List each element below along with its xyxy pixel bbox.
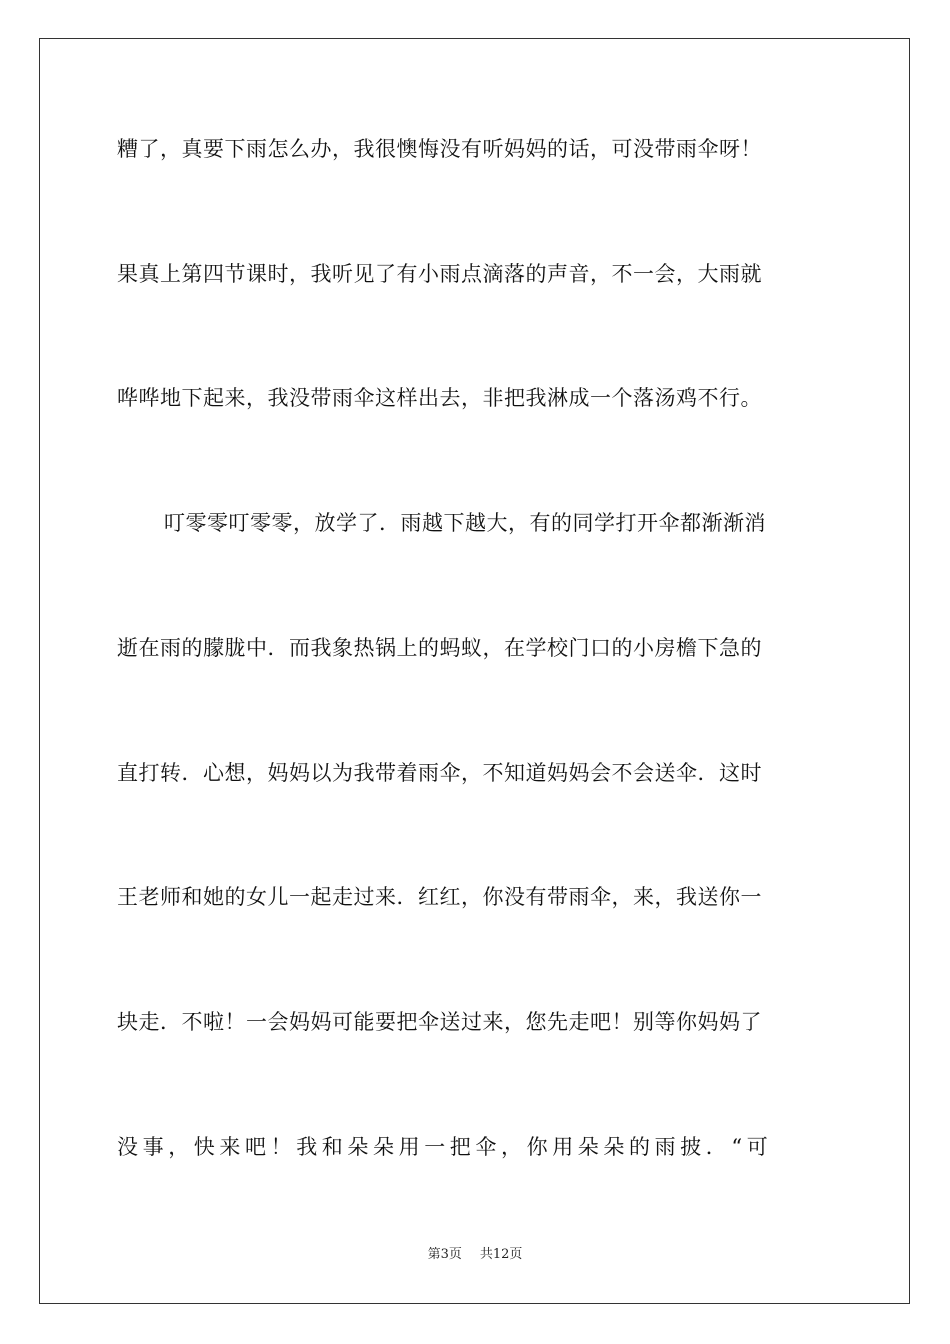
page-number: 第3页	[427, 1247, 462, 1262]
text-line-2: 果真上第四节课时，我听见了有小雨点滴落的声音，不一会，大雨就	[117, 262, 762, 286]
page-total: 共12页	[479, 1247, 523, 1262]
page-border	[39, 38, 910, 1304]
text-line-8: 块走．不啦！一会妈妈可能要把伞送过来，您先走吧！别等你妈妈了	[117, 1010, 762, 1034]
text-line-7: 王老师和她的女儿一起走过来．红红，你没有带雨伞，来，我送你一	[117, 885, 762, 909]
text-line-6: 直打转．心想，妈妈以为我带着雨伞，不知道妈妈会不会送伞．这时	[117, 761, 762, 785]
text-line-4-paragraph-start: 叮零零叮零零，放学了．雨越下越大，有的同学打开伞都渐渐消	[164, 511, 766, 535]
page-footer	[0, 1247, 950, 1263]
text-line-1: 糟了，真要下雨怎么办，我很懊悔没有听妈妈的话，可没带雨伞呀！	[117, 137, 762, 161]
text-line-5: 逝在雨的朦胧中．而我象热锅上的蚂蚁，在学校门口的小房檐下急的	[117, 636, 762, 660]
text-line-3: 哗哗地下起来，我没带雨伞这样出去，非把我淋成一个落汤鸡不行。	[117, 386, 762, 410]
text-line-9: 没事，快来吧！我和朵朵用一把伞，你用朵朵的雨披．“可	[117, 1135, 773, 1159]
